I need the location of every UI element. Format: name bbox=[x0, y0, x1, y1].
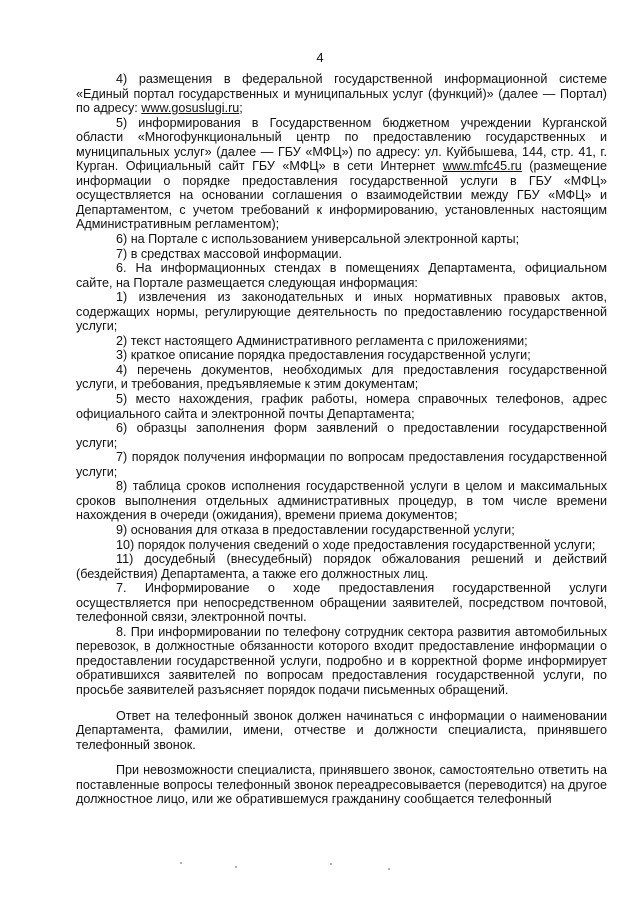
paragraph: Ответ на телефонный звонок должен начинаться с информации о наименовании Департамента, фамилии, имени, отчестве и должности специалиста, принявшего телефонный звонок. bbox=[76, 708, 607, 752]
paragraph-gosuslugi bbox=[76, 72, 607, 116]
paragraph: 8. При информировании по телефону сотрудник сектора развития автомобильных перевозок, в должностные обязанности которого входит предоставление информации о предоставлении государственной услуги, подробно и в корректной форме информирует обратившихся заявителей по вопросам предоставления государственной услуги, по просьбе заявителей разъясняет порядок подачи письменных обращений. bbox=[76, 624, 607, 697]
paragraph: 8) таблица сроков исполнения государственной услуги в целом и максимальных сроков выполнения отдельных административных процедур, в том числе времени нахождения в очереди (ожидания), времени приема документов; bbox=[76, 479, 607, 523]
scan-speck bbox=[330, 863, 332, 865]
paragraph-text: (размещение информации о порядке предоставления государственной услуги в ГБУ «МФЦ» осуществляется на основании соглашения о взаимодействии между ГБУ «МФЦ» и Департаментом, с учетом требований к информированию, установленных настоящим Административным регламентом); bbox=[76, 159, 607, 232]
mfc45-link[interactable]: www.mfc45.ru bbox=[442, 159, 522, 174]
paragraph-text: 5) информирования в Государственном бюджетном учреждении Курганской области «Многофункциональный центр по предоставлению государственных и муниципальных услуг» (далее — ГБУ «МФЦ») по адресу: ул. Куйбышева, 144, стр. 41, г. Курган. Официальный сайт ГБУ «МФЦ» в сети Интернет bbox=[76, 115, 607, 174]
paragraph: 7) в средствах массовой информации. bbox=[116, 246, 342, 261]
paragraph: 5) место нахождения, график работы, номера справочных телефонов, адрес официального сайта и электронной почты Департамента; bbox=[76, 392, 607, 421]
paragraph-text: ; bbox=[239, 101, 243, 116]
paragraph: 7. Информирование о ходе предоставления государственной услуги осуществляется при непосредственном обращении заявителей, посредством почтовой, телефонной связи, электронной почты. bbox=[76, 581, 607, 625]
paragraph: 7) порядок получения информации по вопросам предоставления государственной услуги; bbox=[76, 450, 607, 479]
paragraph: 6. На информационных стендах в помещениях Департамента, официальном сайте, на Портале размещается следующая информация: bbox=[76, 261, 607, 290]
paragraph-text: 4) размещения в федеральной государственной информационной системе «Единый портал государственных и муниципальных услуг (функций)» (далее — Портал) по адресу: bbox=[76, 72, 607, 116]
document-body bbox=[76, 72, 607, 807]
paragraph: 9) основания для отказа в предоставлении государственной услуги; bbox=[116, 522, 515, 537]
paragraph: 6) на Портале с использованием универсальной электронной карты; bbox=[116, 232, 520, 247]
paragraph: 4) перечень документов, необходимых для предоставления государственной услуги, и требования, предъявляемые к этим документам; bbox=[76, 362, 607, 392]
paragraph: 6) образцы заполнения форм заявлений о предоставлении государственной услуги; bbox=[76, 421, 607, 450]
paragraph-mfc bbox=[76, 116, 607, 232]
scan-speck bbox=[388, 868, 390, 870]
paragraph: 1) извлечения из законодательных и иных нормативных правовых актов, содержащих нормы, регулирующие деятельность по предоставлению государственной услуги; bbox=[76, 290, 607, 334]
scan-speck bbox=[235, 866, 237, 868]
paragraph: 10) порядок получения сведений о ходе предоставления государственной услуги; bbox=[116, 537, 596, 552]
page-number: 4 bbox=[316, 50, 324, 65]
scan-speck bbox=[180, 862, 182, 864]
scan-specks bbox=[0, 860, 640, 880]
gosuslugi-link[interactable]: www.gosuslugi.ru bbox=[141, 101, 240, 116]
paragraph: 2) текст настоящего Административного регламента с приложениями; bbox=[116, 333, 528, 348]
paragraph: 11) досудебный (внесудебный) порядок обжалования решений и действий (бездействия) Департамента, а также его должностных лиц. bbox=[76, 552, 607, 581]
paragraph: При невозможности специалиста, принявшего звонок, самостоятельно ответить на поставленные вопросы телефонный звонок переадресовывается (переводится) на другое должностное лицо, или же обратившемуся гражданину сообщается телефонный bbox=[76, 763, 607, 807]
paragraph: 3) краткое описание порядка предоставления государственной услуги; bbox=[116, 348, 531, 363]
